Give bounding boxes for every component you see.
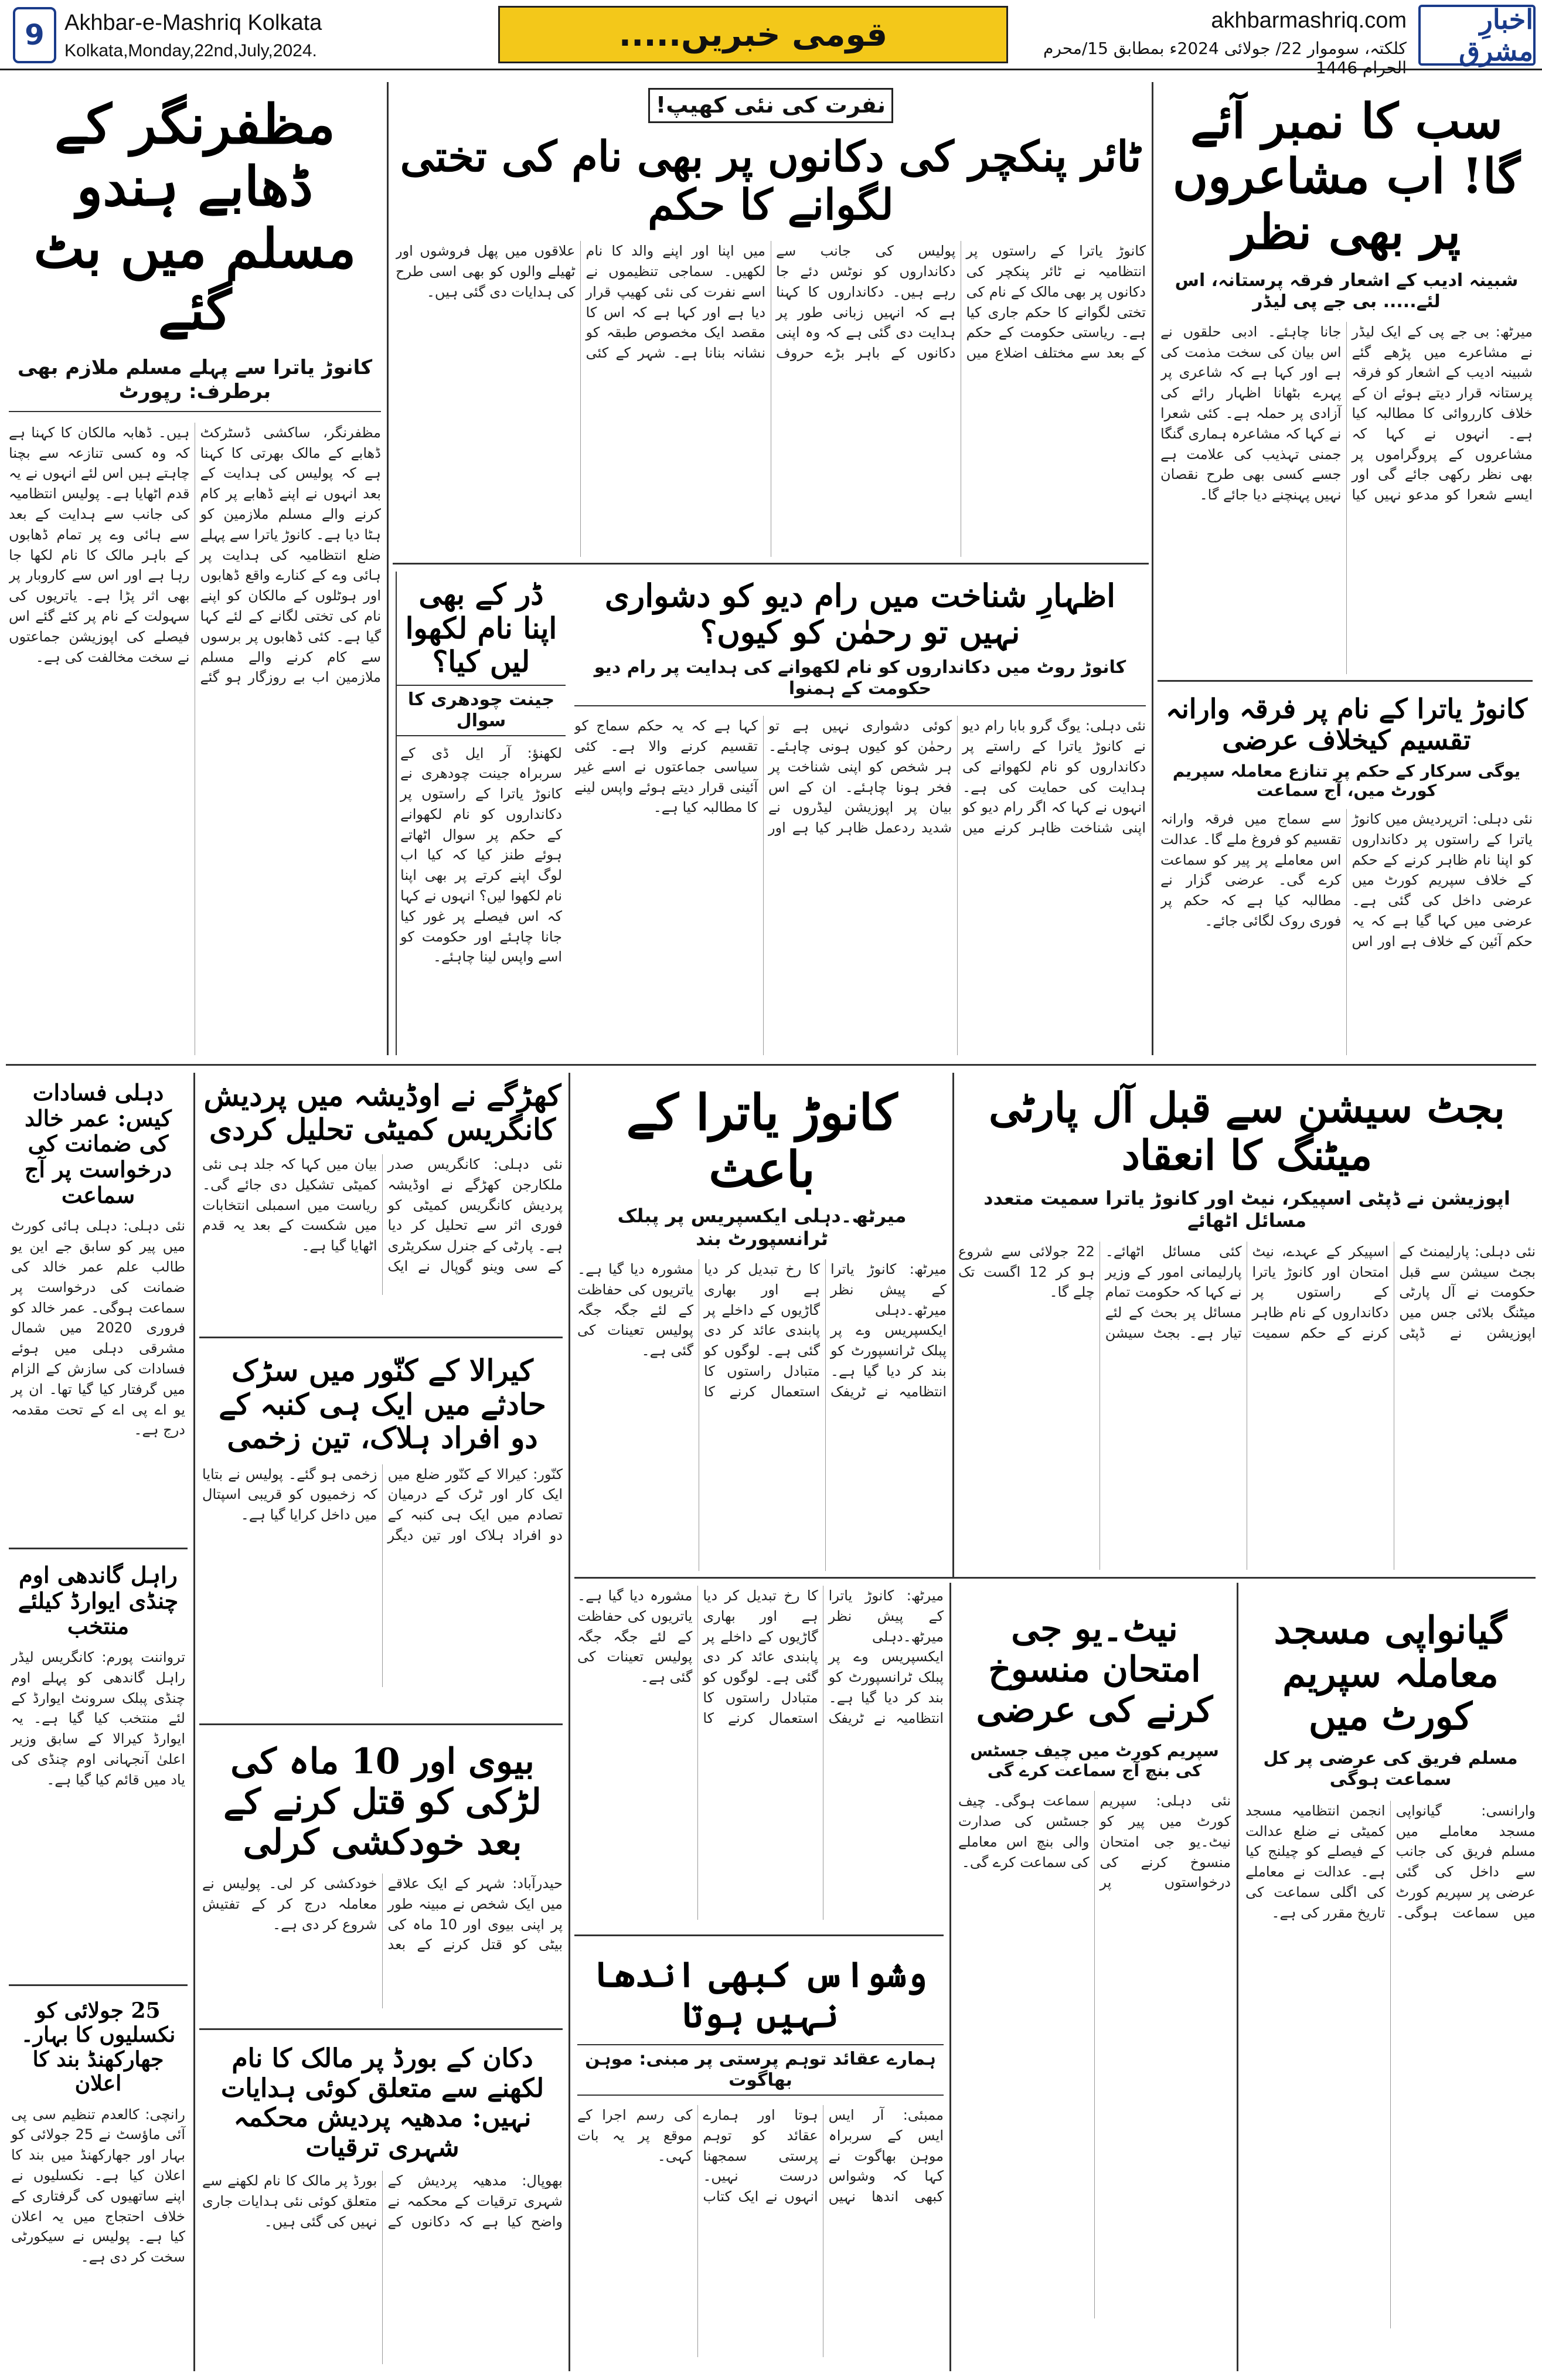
article-neet-ug-petition	[958, 1586, 1231, 2371]
article-body: رانچی: کالعدم تنظیم سی پی آئی ماؤسٹ نے 25 جولائی کو بہار اور جھارکھنڈ میں بند کا اعلان کیا ہے۔ نکسلیوں نے اپنے ساتھیوں کی گرفتاری کے خلاف احتجاج میں یہ اعلان کیا ہے۔ پولیس نے سیکورٹی سخت کر دی ہے۔	[11, 2106, 185, 2266]
section-rule	[6, 1064, 1536, 1066]
article-jayant-chaudhary	[396, 572, 566, 1055]
headline: راہل گاندھی اوم چنڈی ایوارڈ کیلئے منتخب	[18, 1562, 179, 1640]
headline: کانوڑ یاترا کے باعث	[626, 1083, 898, 1198]
subhead: کانوڑ روٹ میں دکانداروں کو نام لکھوانے کی ہدایت پر رام دیو حکومت کے ہمنوا	[574, 657, 1146, 706]
date-english: Kolkata,Monday,22nd,July,2024.	[64, 41, 317, 60]
article-bhagwat-faith	[577, 1943, 944, 2371]
article-muzaffarnagar-dhabas	[9, 82, 381, 1055]
headline: سب کا نمبر آئے گا! اب مشاعروں پر بھی نظر	[1172, 93, 1521, 260]
article-rahul-gandhi-award	[9, 1556, 188, 1978]
column-rule	[949, 1583, 951, 2371]
article-body: وارانسی: گیانواپی مسجد معاملے میں مسلم فریق کی جانب سے داخل کی گئی عرضی پر سپریم کورٹ میں سماعت ہوگی۔ انجمن انتظامیہ مسجد کمیٹی نے ضلع عدالت کے فیصلے کو چیلنج کیا ہے۔ عدالت نے معاملے کی اگلی سماعت کی تاریخ مقرر کی ہے۔	[1245, 1802, 1536, 1921]
headline: مظفرنگر کے ڈھابے ہندو مسلم میں بٹ گئے	[33, 93, 356, 342]
article-body: ممبئی: آر ایس ایس کے سربراہ موہن بھاگوت نے کہا کہ وشواس کبھی اندھا نہیں ہوتا اور ہمارے عقائد کو توہم پرستی سمجھنا درست نہیں۔ انہوں نے ایک کتاب کی رسم اجرا کے موقع پر یہ بات کہی۔	[577, 2107, 944, 2205]
article-ramdev-identity	[574, 572, 1146, 1055]
column-rule	[193, 1073, 195, 2371]
column-rule	[1152, 82, 1153, 1055]
subhead: ہمارے عقائد توہم پرستی پر مبنی: موہن بھاگوت	[577, 2044, 944, 2096]
subhead: شبینہ ادیب کے اشعار فرقہ پرستانہ، اس لئے..... بی جے پی لیڈر	[1175, 270, 1519, 312]
kicker: نفرت کی نئی کھیپ!	[648, 88, 893, 123]
article-umar-khalid-bail	[9, 1073, 188, 1542]
headline: کھڑگے نے اوڈیشہ میں پردیش کانگریس کمیٹی تحلیل کردی	[203, 1078, 561, 1147]
page-number: 9	[13, 7, 56, 63]
article-kerala-accident	[202, 1345, 563, 1718]
article-body: نئی دہلی: سپریم کورٹ میں پیر کو نیٹ۔یو جی امتحان منسوخ کرنے کی درخواستوں پر سماعت ہوگی۔ چیف جسٹس کی صدارت والی بنچ اس معاملے کی سماعت کرے گی۔	[958, 1793, 1231, 1891]
section-rule	[199, 1723, 563, 1725]
subhead: سپریم کورٹ میں چیف جسٹس کی بنچ آج سماعت کرے گی	[970, 1741, 1219, 1780]
article-body: نئی دہلی: پارلیمنٹ کے بجٹ سیشن سے قبل حکومت نے آل پارٹی میٹنگ بلائی جس میں اپوزیشن نے ڈپٹی اسپیکر کے عہدے، نیٹ امتحان اور کانوڑ یاترا کے راستوں پر دکانداروں کے نام ظاہر کرنے کے حکم سمیت کئی مسائل اٹھائے۔ پارلیمانی امور کے وزیر نے کہا کہ حکومت تمام مسائل پر بحث کے لئے تیار ہے۔ بجٹ سیشن 22 جولائی سے شروع ہو کر 12 اگست تک چلے گا۔	[958, 1243, 1536, 1341]
column-rule	[387, 82, 389, 1055]
article-body: بھوپال: مدھیہ پردیش کے شہری ترقیات کے محکمہ نے واضح کیا ہے کہ دکانوں کے بورڈ پر مالک کا نام لکھنے سے متعلق کوئی نئی ہدایات جاری نہیں کی گئی ہیں۔	[202, 2172, 563, 2230]
article-mp-shop-names	[202, 2037, 563, 2371]
headline: ڈر کے بھی اپنا نام لکھوا لیں کیا؟	[405, 577, 557, 679]
headline: بیوی اور 10 ماہ کی لڑکی کو قتل کرنے کے بعد خودکشی کرلی	[223, 1741, 542, 1863]
article-body: نئی دہلی: دہلی ہائی کورٹ میں پیر کو سابق جے این یو طالب علم عمر خالد کی ضمانت کی درخواست پر سماعت ہوگی۔ عمر خالد کو فروری 2020 میں شمال مشرقی دہلی میں ہوئے فسادات کی سازش کے الزام میں گرفتار کیا گیا تھا۔ ان پر یو اے پی اے کے تحت مقدمہ درج ہے۔	[11, 1218, 186, 1439]
section-rule	[9, 1984, 188, 1986]
section-rule	[199, 2028, 563, 2030]
subhead: جینت چودھری کا سوال	[397, 685, 566, 736]
article-body: لکھنؤ: آر ایل ڈی کے سربراہ جینت چودھری نے کانوڑ یاترا کے راستوں پر دکانداروں کو نام لکھوانے کے حکم پر سوال اٹھاتے ہوئے طنز کیا کہ کیا اب لوگ اپنے کرتے پر بھی اپنا نام لکھوا لیں؟ انہوں نے کہا کہ اس فیصلے پر غور کیا جانا چاہئے اور حکومت کو اسے واپس لینا چاہئے۔	[400, 744, 562, 965]
column-rule	[1237, 1583, 1238, 2371]
paper-logo: اخبارِ مشرق	[1418, 5, 1536, 66]
article-kanwar-transport	[577, 1073, 947, 1571]
article-body: حیدرآباد: شہر کے ایک علاقے میں ایک شخص نے مبینہ طور پر اپنی بیوی اور 10 ماہ کی بیٹی کو قتل کرنے کے بعد خودکشی کر لی۔ پولیس نے معاملہ درج کر کے تفتیش شروع کر دی ہے۔	[202, 1875, 563, 1953]
date-urdu: کلکتہ، سوموار 22/ جولائی 2024ء بمطابق 15/محرم الحرام 1446	[1043, 39, 1407, 77]
headline: ٹائر پنکچر کی دکانوں پر بھی نام کی تختی لگوانے کا حکم	[400, 131, 1142, 230]
article-hyderabad-murder-suicide	[202, 1732, 563, 2022]
headline: وشواس کبھی اندھا نہیں ہوتا	[593, 1954, 928, 2036]
headline: دہلی فسادات کیس: عمر خالد کی ضمانت کی درخواست پر آج سماعت	[24, 1079, 172, 1208]
headline: 25 جولائی کو نکسلیوں کا بہار۔جھارکھنڈ بند کا اعلان	[21, 1998, 176, 2096]
article-mushaira-watch	[1160, 82, 1533, 674]
section-rule	[1158, 680, 1533, 682]
headline: کانوڑ یاترا کے نام پر فرقہ وارانہ تقسیم کیخلاف عرضی	[1166, 693, 1527, 756]
article-kanwar-petition	[1160, 689, 1533, 1055]
paper-name-english: Akhbar-e-Mashriq Kolkata	[64, 11, 322, 35]
article-kanwar-transport-continued	[577, 1586, 944, 1926]
headline: بجٹ سیشن سے قبل آل پارٹی میٹنگ کا انعقاد	[989, 1083, 1505, 1179]
article-body: نئی دہلی: کانگریس صدر ملکارجن کھڑگے نے اوڈیشہ پردیش کانگریس کمیٹی کو فوری اثر سے تحلیل کر دیا ہے۔ پارٹی کے جنرل سکریٹری کے سی وینو گوپال نے ایک بیان میں کہا کہ جلد ہی نئی کمیٹی تشکیل دی جائے گی۔ ریاست میں اسمبلی انتخابات میں شکست کے بعد یہ قدم اٹھایا گیا ہے۔	[202, 1156, 563, 1274]
headline: دکان کے بورڈ پر مالک کا نام لکھنے سے متعلق کوئی ہدایات نہیں: مدھیہ پردیش محکمہ شہری ترقیات	[220, 2044, 544, 2163]
article-body: نئی دہلی: اترپردیش میں کانوڑ یاترا کے راستوں پر دکانداروں کو اپنا نام ظاہر کرنے کے حکم کے خلاف سپریم کورٹ میں عرضی داخل کی گئی ہے۔ عرضی میں کہا گیا ہے کہ یہ حکم آئین کے خلاف ہے اور اس سے سماج میں فرقہ وارانہ تقسیم کو فروغ ملے گا۔ عدالت اس معاملے پر پیر کو سماعت کرے گی۔ عرضی گزار نے مطالبہ کیا ہے کہ حکم پر فوری روک لگائی جائے۔	[1160, 810, 1533, 950]
subhead: اپوزیشن نے ڈپٹی اسپیکر، نیٹ اور کانوڑ یاترا سمیت متعدد مسائل اٹھائے	[983, 1187, 1510, 1232]
column-rule	[952, 1073, 954, 1577]
section-title: قومی خبریں.....	[498, 6, 1008, 63]
article-all-party-meeting	[958, 1073, 1536, 1571]
subhead: یوگی سرکار کے حکم پر تنازع معاملہ سپریم کورٹ میں، آج سماعت	[1172, 761, 1521, 801]
article-body: میرٹھ: کانوڑ یاترا کے پیش نظر میرٹھ۔دہلی ایکسپریس وے پر پبلک ٹرانسپورٹ کو بند کر دیا گیا ہے۔ انتظامیہ نے ٹریفک کا رخ تبدیل کر دیا ہے اور بھاری گاڑیوں کے داخلے پر پابندی عائد کر دی گئی ہے۔ لوگوں کو متبادل راستوں کا استعمال کرنے کا مشورہ دیا گیا ہے۔ یاتریوں کی حفاظت کے لئے جگہ جگہ پولیس تعینات کی گئی ہے۔	[577, 1587, 944, 1726]
headline: کیرالا کے کنّور میں سڑک حادثے میں ایک ہی کنبہ کے دو افراد ہلاک، تین زخمی	[219, 1353, 546, 1455]
headline: گیانواپی مسجد معاملہ سپریم کورٹ میں	[1274, 1609, 1507, 1739]
article-body: کانوڑ یاترا کے راستوں پر انتظامیہ نے ٹائر پنکچر کی دکانوں پر بھی مالک کے نام کی تختی لگوانے کا حکم جاری کیا ہے۔ ریاستی حکومت کے حکم کے بعد سے مختلف اضلاع میں پولیس کی جانب سے دکانداروں کو نوٹس دئے جا رہے ہیں۔ دکانداروں کا کہنا ہے کہ انہیں زبانی طور پر ہدایت دی گئی ہے کہ وہ اپنی دکانوں کے باہر بڑے حروف میں اپنا اور اپنے والد کا نام لکھیں۔ سماجی تنظیموں نے اسے نفرت کی نئی کھیپ قرار دیا ہے اور کہا ہے کہ اس کا مقصد ایک مخصوص طبقہ کو نشانہ بنانا ہے۔ شہر کے کئی علاقوں میں پھل فروشوں اور ٹھیلے والوں کو بھی اسی طرح کی ہدایات دی گئی ہیں۔	[396, 243, 1146, 362]
article-kharge-odisha	[202, 1073, 563, 1331]
section-rule	[574, 1934, 944, 1936]
article-tyre-puncture-shops	[396, 82, 1146, 557]
article-body: کنّور: کیرالا کے کنّور ضلع میں ایک کار اور ٹرک کے درمیان تصادم میں ایک ہی کنبہ کے دو افراد ہلاک اور تین دیگر زخمی ہو گئے۔ پولیس نے بتایا کہ زخمیوں کو قریبی اسپتال میں داخل کرایا گیا ہے۔	[202, 1466, 563, 1543]
headline: نیٹ۔یو جی امتحان منسوخ کرنے کی عرضی	[976, 1609, 1213, 1730]
section-rule	[199, 1337, 563, 1338]
article-body: میرٹھ: بی جے پی کے ایک لیڈر نے مشاعرے میں پڑھے گئے شبینہ ادیب کے اشعار کو فرقہ پرستانہ قرار دیتے ہوئے ان کے خلاف کارروائی کا مطالبہ کیا ہے۔ انہوں نے کہا کہ مشاعروں کے پروگراموں پر بھی نظر رکھی جائے گی اور ایسے شعرا کو مدعو نہیں کیا جانا چاہئے۔ ادبی حلقوں نے اس بیان کی سخت مذمت کی ہے اور کہا ہے کہ شاعری پر پہرے بٹھانا اظہار رائے کی آزادی پر حملہ ہے۔ کئی شعرا نے کہا کہ مشاعرہ ہماری گنگا جمنی تہذیب کی علامت ہے جسے کسی بھی طرح نقصان نہیں پہنچنے دیا جائے گا۔	[1160, 323, 1533, 504]
article-body: میرٹھ: کانوڑ یاترا کے پیش نظر میرٹھ۔دہلی ایکسپریس وے پر پبلک ٹرانسپورٹ کو بند کر دیا گیا ہے۔ انتظامیہ نے ٹریفک کا رخ تبدیل کر دیا ہے اور بھاری گاڑیوں کے داخلے پر پابندی عائد کر دی گئی ہے۔ لوگوں کو متبادل راستوں کا استعمال کرنے کا مشورہ دیا گیا ہے۔ یاتریوں کی حفاظت کے لئے جگہ جگہ پولیس تعینات کی گئی ہے۔	[577, 1260, 947, 1400]
section-rule	[393, 563, 1149, 565]
article-body: ترواننت پورم: کانگریس لیڈر راہل گاندھی کو پہلے اوم چنڈی پبلک سرونٹ ایوارڈ کے لئے منتخب کیا گیا ہے۔ یہ ایوارڈ کیرالا کے سابق وزیر اعلیٰ آنجہانی اوم چنڈی کی یاد میں قائم کیا گیا ہے۔	[11, 1649, 185, 1788]
subhead: کانوڑ یاترا سے پہلے مسلم ملازم بھی برطرف: رپورٹ	[9, 356, 381, 412]
headline: اظہارِ شناخت میں رام دیو کو دشواری نہیں تو رحمٰن کو کیوں؟	[604, 577, 1116, 651]
website-link[interactable]: akhbarmashriq.com	[1211, 8, 1407, 33]
subhead: میرٹھ۔دہلی ایکسپریس پر پبلک ٹرانسپورٹ بند	[617, 1205, 907, 1250]
subhead: مسلم فریق کی عرضی پر کل سماعت ہوگی	[1263, 1747, 1518, 1790]
article-body: نئی دہلی: یوگ گرو بابا رام دیو نے کانوڑ یاترا کے راستے پر دکانداروں کو نام لکھوانے کی ہدایت کی حمایت کی ہے۔ انہوں نے کہا کہ اگر رام دیو کو اپنی شناخت ظاہر کرنے میں کوئی دشواری نہیں ہے تو رحمٰن کو کیوں ہونی چاہئے۔ ہر شخص کو اپنی شناخت پر فخر ہونا چاہئے۔ ان کے اس بیان پر اپوزیشن لیڈروں نے شدید ردعمل ظاہر کیا ہے اور کہا ہے کہ یہ حکم سماج کو تقسیم کرنے والا ہے۔ کئی سیاسی جماعتوں نے اسے غیر آئینی قرار دیتے ہوئے واپس لینے کا مطالبہ کیا ہے۔	[574, 718, 1146, 837]
article-gyanvapi-mosque	[1245, 1586, 1536, 2371]
section-rule	[574, 1577, 1536, 1579]
section-rule	[9, 1548, 188, 1549]
article-body: مظفرنگر، ساکشی ڈسٹرکٹ ڈھابے کے مالک بھرتی کا کہنا ہے کہ پولیس کی ہدایت کے بعد انہوں نے اپنے ڈھابے پر کام کرنے والے مسلم ملازمین کو ہٹا دیا ہے۔ کانوڑ یاترا سے پہلے ضلع انتظامیہ کی ہدایت پر ہائی وے کے کنارے واقع ڈھابوں اور ہوٹلوں کے مالکان کو اپنے نام کی تختی لگانے کے لئے کہا گیا ہے۔ کئی ڈھابوں پر برسوں سے کام کرنے والے مسلم ملازمین اب بے روزگار ہو گئے ہیں۔ ڈھابہ مالکان کا کہنا ہے کہ وہ کسی تنازعہ سے بچنا چاہتے ہیں اس لئے انہوں نے یہ قدم اٹھایا ہے۔ پولیس انتظامیہ کی جانب سے ہدایت کے بعد سے ہائی وے پر تمام ڈھابوں کے باہر مالک کا نام لکھا جا رہا ہے اور اس سے کاروبار پر بھی اثر پڑا ہے۔ یاتریوں کی سہولت کے نام پر کئے گئے اس فیصلے کی اپوزیشن جماعتوں نے سخت مخالفت کی ہے۔	[9, 424, 381, 686]
column-rule	[569, 1073, 570, 2371]
article-naxal-bandh	[9, 1993, 188, 2371]
